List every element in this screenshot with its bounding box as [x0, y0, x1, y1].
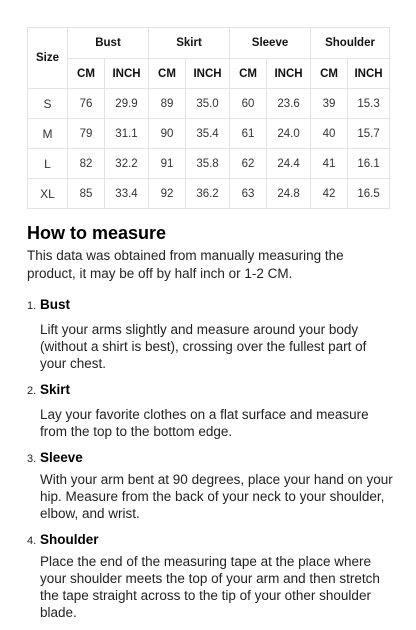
table-group-header-row [28, 28, 390, 59]
size-cell: XL [28, 179, 68, 209]
table-row [28, 89, 390, 119]
group-header-bust: Bust [68, 28, 149, 59]
table-cell: 85 [68, 179, 105, 209]
guide-title: How to measure [27, 223, 167, 243]
size-cell: L [28, 149, 68, 179]
table-row [28, 119, 390, 149]
table-cell: 40 [311, 119, 348, 149]
table-cell: 60 [230, 89, 267, 119]
table-cell: 82 [68, 149, 105, 179]
table-row [28, 149, 390, 179]
table-cell: 29.9 [105, 89, 149, 119]
unit-header: CM [68, 59, 105, 89]
table-cell: 39 [311, 89, 348, 119]
step-title: Skirt [40, 382, 71, 397]
unit-header: INCH [348, 59, 390, 89]
table-cell: 15.7 [348, 119, 390, 149]
table-cell: 24.8 [267, 179, 311, 209]
table-cell: 24.0 [267, 119, 311, 149]
table-cell: 16.5 [348, 179, 390, 209]
table-cell: 62 [230, 149, 267, 179]
step-body [40, 381, 393, 440]
group-header-sleeve: Sleeve [230, 28, 311, 59]
table-cell: 32.2 [105, 149, 149, 179]
table-cell: 41 [311, 149, 348, 179]
table-cell: 33.4 [105, 179, 149, 209]
step-text: Lift your arms slightly and measure around your body (without a shirt is best), crossing over the fullest part of your chest. [40, 322, 367, 371]
table-cell: 79 [68, 119, 105, 149]
unit-header: INCH [267, 59, 311, 89]
size-cell: M [28, 119, 68, 149]
table-cell: 91 [149, 149, 186, 179]
size-cell: S [28, 89, 68, 119]
unit-header: INCH [186, 59, 230, 89]
step-number: 1. [27, 300, 37, 312]
step-skirt [27, 381, 393, 440]
table-cell: 16.1 [348, 149, 390, 179]
table-cell: 90 [149, 119, 186, 149]
table-cell: 42 [311, 179, 348, 209]
measuring-guide [27, 222, 393, 630]
unit-header: CM [230, 59, 267, 89]
step-number: 3. [27, 453, 37, 465]
table-cell: 92 [149, 179, 186, 209]
unit-header: INCH [105, 59, 149, 89]
unit-header: CM [311, 59, 348, 89]
step-bust [27, 296, 393, 372]
step-title: Sleeve [40, 450, 83, 465]
step-title: Bust [40, 297, 70, 312]
table-cell: 23.6 [267, 89, 311, 119]
table-cell: 63 [230, 179, 267, 209]
table-cell: 89 [149, 89, 186, 119]
table-cell: 35.4 [186, 119, 230, 149]
step-shoulder [27, 531, 393, 621]
measure-steps-list [27, 296, 393, 621]
step-text: With your arm bent at 90 degrees, place your hand on your hip. Measure from the back of your neck to your shoulder, elbow, and wrist. [40, 472, 393, 521]
step-body [40, 531, 393, 621]
size-column-header: Size [28, 28, 68, 89]
step-body [40, 296, 393, 372]
step-body [40, 449, 393, 522]
guide-intro: This data was obtained from manually measuring the product, it may be off by half inch or 1-2 CM. [27, 248, 344, 281]
table-unit-header-row [28, 59, 390, 89]
table-cell: 35.0 [186, 89, 230, 119]
step-number: 2. [27, 385, 37, 397]
size-chart-table [27, 27, 390, 209]
step-text: Lay your favorite clothes on a flat surface and measure from the top to the bottom edge. [40, 407, 369, 439]
group-header-skirt: Skirt [149, 28, 230, 59]
step-sleeve [27, 449, 393, 522]
table-cell: 35.8 [186, 149, 230, 179]
table-cell: 24.4 [267, 149, 311, 179]
table-cell: 36.2 [186, 179, 230, 209]
step-number: 4. [27, 535, 37, 547]
table-cell: 31.1 [105, 119, 149, 149]
table-cell: 15.3 [348, 89, 390, 119]
table-row [28, 179, 390, 209]
step-title: Shoulder [40, 532, 99, 547]
table-cell: 61 [230, 119, 267, 149]
table-cell: 76 [68, 89, 105, 119]
group-header-shoulder: Shoulder [311, 28, 390, 59]
unit-header: CM [149, 59, 186, 89]
step-text: Place the end of the measuring tape at the place where your shoulder meets the top of your arm and then stretch the tape straight across to the tip of your other shoulder blade. [40, 554, 380, 620]
